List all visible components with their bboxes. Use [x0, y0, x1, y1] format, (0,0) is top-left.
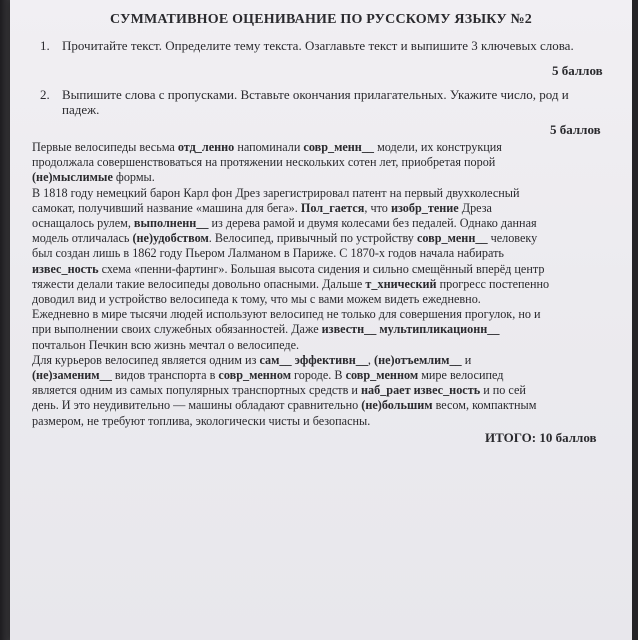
reading-text	[32, 140, 600, 429]
text-line	[32, 246, 600, 261]
background-edge-left	[0, 0, 10, 640]
text-segment: , что	[364, 200, 391, 215]
text-line	[32, 186, 600, 201]
text-segment: весом, компактным	[432, 398, 537, 413]
task-1-score: 5 баллов	[552, 63, 603, 78]
text-segment: оснащалось рулем,	[32, 216, 134, 231]
text-segment: при выполнении своих служебных обязанностей. Даже	[32, 322, 322, 337]
text-segment: модель отличалась	[32, 231, 133, 246]
text-segment: и по сей	[480, 383, 526, 398]
text-segment: Первые велосипеды весьма	[32, 140, 178, 154]
text-line	[32, 140, 600, 155]
text-line	[32, 383, 600, 398]
text-line	[32, 170, 600, 185]
text-segment: схема «пенни-фартинг». Большая высота сидения и сильно смещённый вперёд центр	[98, 261, 545, 276]
text-segment: почтальон Печкин всю жизнь мечтал о велосипеде.	[32, 337, 300, 352]
text-segment: городе. В	[291, 368, 346, 383]
text-line	[32, 368, 600, 383]
gap-word: (не)мыслимые	[32, 170, 113, 185]
text-segment: продолжала совершенствоваться на протяжении нескольких сотен лет, приобретая порой	[32, 155, 496, 170]
text-segment: прогресс постепенно	[436, 276, 550, 291]
text-segment: Ежедневно в мире тысячи людей используют велосипед не только для совершения прогулок, но и	[32, 307, 541, 322]
task-1-number: 1.	[40, 38, 50, 53]
text-segment: видов транспорта в	[111, 368, 219, 383]
gap-word: совр_менн__	[416, 231, 488, 246]
gap-word: (не)удобством	[132, 231, 209, 246]
text-line	[32, 414, 600, 429]
text-segment: формы.	[112, 170, 155, 185]
task-2	[40, 87, 620, 119]
text-line	[32, 155, 600, 170]
gap-word: т_хнический	[365, 276, 437, 291]
background-edge-right	[632, 0, 638, 640]
text-segment: доводил вид и устройство велосипеда к тому, что мы с вами можем видеть ежедневно.	[32, 292, 481, 307]
gap-word: совр_менном	[218, 368, 291, 383]
gap-word: выполненн__	[133, 216, 209, 231]
gap-word: извес_ность	[32, 261, 99, 276]
gap-word: наб_рает извес_ность	[361, 383, 481, 398]
text-segment: день. И это неудивительно — машины обладают сравнительно	[32, 398, 362, 413]
task-2-score: 5 баллов	[550, 122, 601, 137]
gap-word: известн__ мультипликационн__	[321, 322, 500, 337]
text-segment: ,	[367, 352, 375, 367]
text-line	[32, 338, 600, 353]
text-segment: тяжести делали такие велосипеды довольно опасными. Дальше	[32, 276, 366, 291]
gap-word: (не)отъемлим__	[374, 352, 462, 367]
text-line	[32, 353, 600, 368]
text-line	[32, 292, 600, 307]
gap-word: совр_менн__	[303, 140, 375, 154]
task-2-text-line1: Выпишите слова с пропусками. Вставьте окончания прилагательных. Укажите число, род и	[62, 87, 569, 102]
gap-word: отд_ленно	[177, 140, 235, 154]
paper-sheet	[10, 0, 632, 640]
page-title: СУММАТИВНОЕ ОЦЕНИВАНИЕ ПО РУССКОМУ ЯЗЫКУ №2	[110, 12, 532, 27]
text-line	[32, 277, 600, 292]
task-1-text: Прочитайте текст. Определите тему текста. Озаглавьте текст и выпишите 3 ключевых слова.	[62, 38, 574, 53]
total-score: ИТОГО: 10 баллов	[485, 430, 597, 445]
gap-word: совр_менном	[345, 368, 419, 383]
text-line	[32, 201, 600, 216]
text-segment: В 1818 году немецкий барон Карл фон Дрез зарегистрировал патент на первый двухколесный	[32, 185, 520, 200]
text-segment: напоминали	[234, 140, 304, 154]
text-segment: самокат, получивший название «машина для бега».	[32, 200, 301, 215]
task-2-text-line2: падеж.	[62, 102, 100, 117]
text-segment: является одним из самых популярных транспортных средств и	[32, 383, 361, 398]
text-segment: Для курьеров велосипед является одним из	[32, 352, 260, 367]
text-segment: модели, их конструкция	[374, 140, 502, 154]
text-segment: мире велосипед	[418, 368, 504, 383]
text-segment: Дреза	[458, 200, 492, 215]
task-2-number: 2.	[40, 87, 50, 102]
text-segment: из дерева рамой и двумя колесами без педалей. Однако данная	[208, 216, 537, 231]
text-segment: . Велосипед, привычный по устройству	[208, 231, 417, 246]
text-segment: размером, не требуют топлива, экологически чисты и безопасны.	[32, 413, 371, 428]
text-line	[32, 216, 600, 231]
text-line	[32, 307, 600, 322]
gap-word: сам__ эффективн__	[259, 352, 368, 367]
text-segment: человеку	[487, 231, 538, 246]
task-1	[40, 38, 620, 54]
text-line	[32, 398, 600, 413]
text-line	[32, 322, 600, 337]
gap-word: изобр_тение	[390, 200, 459, 215]
gap-word: (не)большим	[361, 398, 433, 413]
text-segment: и	[461, 352, 472, 367]
text-segment: был создан лишь в 1862 году Пьером Лалманом в Париже. С 1870-х годов начала набирать	[32, 246, 504, 261]
text-line	[32, 262, 600, 277]
gap-word: Пол_гается	[300, 200, 365, 215]
text-line	[32, 231, 600, 246]
gap-word: (не)заменим__	[32, 368, 112, 383]
